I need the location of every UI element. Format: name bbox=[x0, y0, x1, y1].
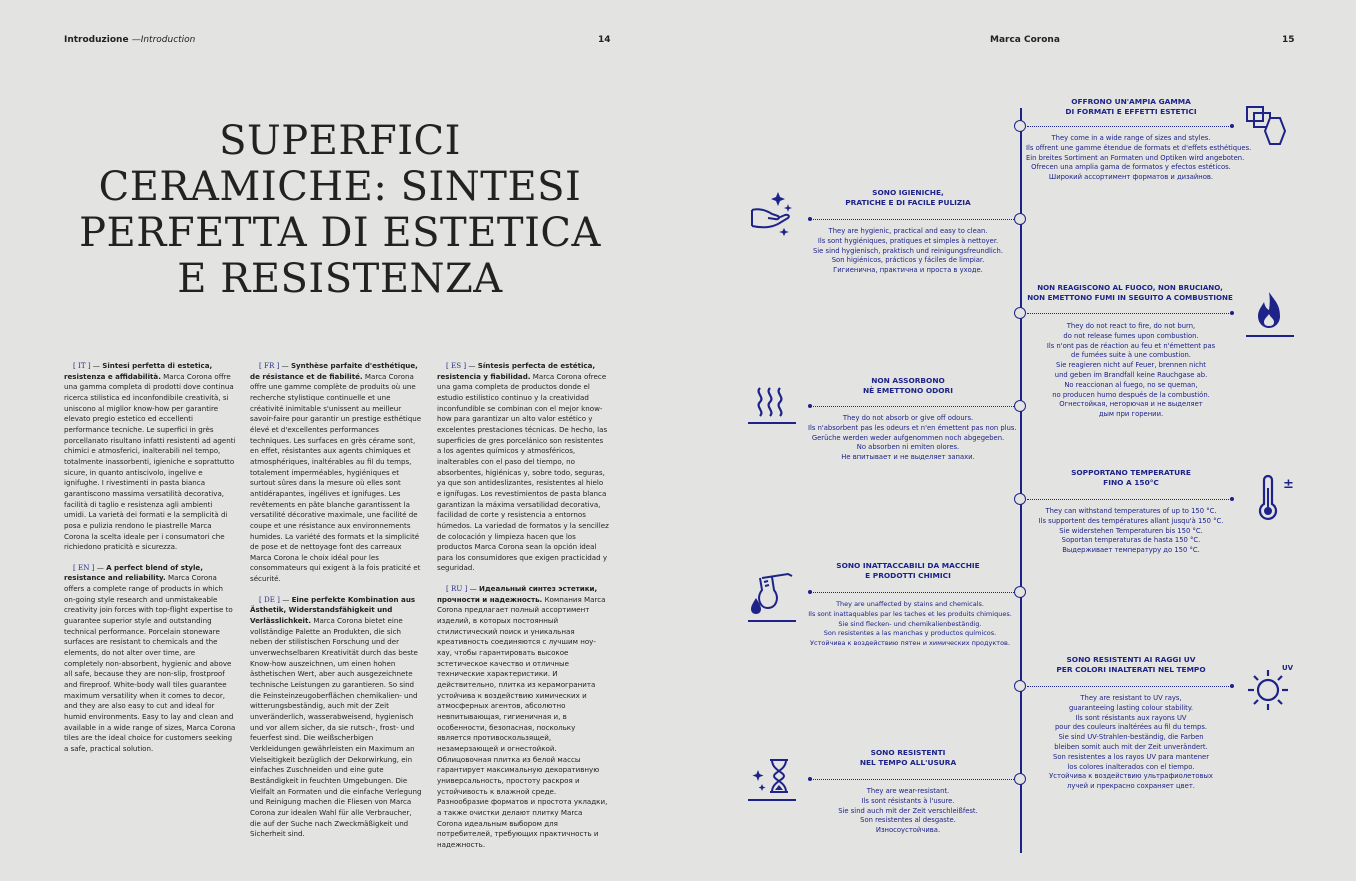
timeline-node bbox=[1014, 586, 1026, 598]
text-column-1 bbox=[64, 361, 236, 755]
feature-title: SONO RESISTENTI NEL TEMPO ALL'USURA bbox=[859, 748, 957, 767]
paragraph-de: [ DE ] — Eine perfekte Kombination aus Ästhetik, Widerstandsfähigkeit und Verlässlichkeit. Marca Corona bietet eine vollständige Palette an Produkten, die sich neben der stilistischen Forschung und der unverwechselbaren Kreativität durch das beste Know-how auszeichnen, um einen hohen ästhetischen Wert, aber auch ausgezeichnete technische Leistungen zu garantieren. So sind die Feinsteinzeugoberflächen chemikalien- und witterungsbeständig, auch mit der Zeit unveränderlich, wasserabweisend, hygienisch und vor allem sicher, da sie rutsch-, frost- und feuerfest sind. Die weißscherbigen Verkleidungen gewährleisten ein Maximum an Vielseitigkeit bezüglich der Dekorwirkung, ein einfaches Zuschneiden und eine gute Beständigkeit in feuchten Umgebungen. Die Vielfalt an Formaten und die einfache Verlegung und Reinigung machen die Fliesen von Marca Corona zur idealen Wahl für alle Verbraucher, die auf der Suche nach Zweckmäßigkeit und Sicherheit sind. bbox=[250, 594, 422, 839]
connector-end bbox=[1230, 311, 1234, 315]
timeline-node bbox=[1014, 680, 1026, 692]
sparkling-hand-icon bbox=[748, 188, 796, 238]
paragraph-en: [ EN ] — A perfect blend of style, resistance and reliability. Marca Corona offers a complete range of products in which on-going style research and unmistakeable creativity join forces with top-flight expertise to guarantee superior style and outstanding technical performance. Porcelain stoneware surfaces are resistant to chemicals and the elements, do not alter over time, are completely non-absorbent, hygienic and above all safe, because they are non-slip, frostproof and fireproof. White-body wall tiles guarantee maximum versatility when it comes to decor, and they are also easy to cut and ideal for humid environments. Easy to lay and clean and available in a wide range of sizes, Marca Corona tiles are the ideal choice for customers seeking a safe, practical solution. bbox=[64, 562, 236, 753]
connector-end bbox=[808, 590, 812, 594]
connector-dotted bbox=[810, 406, 1014, 407]
uv-label: UV bbox=[1282, 664, 1294, 672]
connector-dotted bbox=[1027, 126, 1231, 127]
odor-waves-icon bbox=[748, 382, 796, 428]
paragraph-es: [ ES ] — Síntesis perfecta de estética, resistencia y fiabilidad. Marca Corona ofrece una gama completa de productos donde el estudio estilístico continuo y la creatividad inconfundible se combinan con el mejor know-how para garantizar un alto valor estético y excelentes prestaciones técnicas. De hecho, las superficies de gres porcelánico son resistentes a los agentes químicos y atmosféricos, inalterables con el paso del tiempo, no absorbentes, higiénicas y, sobre todo, seguras, ya que son antideslizantes, resistentes al hielo e ignífugas. Los revestimientos de pasta blanca garantizan la máxima versatilidad decorativa, facilidad de corte y resistencia a entornos húmedos. La variedad de formatos y la sencillez de colocación y limpieza hacen que los productos Marca Corona sean la opción ideal para los consumidores que exigen practicidad y seguridad. bbox=[437, 361, 609, 573]
connector-end bbox=[808, 777, 812, 781]
page-number-right: 15 bbox=[1282, 35, 1295, 45]
connector-dotted bbox=[1027, 686, 1231, 687]
flame-icon bbox=[1246, 290, 1294, 340]
connector-end bbox=[1230, 684, 1234, 688]
page-number-left: 14 bbox=[598, 35, 611, 45]
feature-title: NON REAGISCONO AL FUOCO, NON BRUCIANO, NON EMETTONO FUMI IN SEGUITO A COMBUSTIONE bbox=[1027, 283, 1233, 302]
title-line: E RESISTENZA bbox=[177, 256, 503, 302]
running-header-left: Introduzione —Introduction bbox=[64, 35, 196, 45]
brand-header: Marca Corona bbox=[990, 35, 1060, 45]
connector-end bbox=[808, 217, 812, 221]
hexagons-icon bbox=[1244, 104, 1292, 148]
feature-title: NON ASSORBONO NÈ EMETTONO ODORI bbox=[863, 376, 953, 395]
feature-description: They are hygienic, practical and easy to clean. Ils sont hygiéniques, pratiques et simples à nettoyer. Sie sind hygienisch, praktisch und reinigungsfreundlich. Son higiénicos, prácticos y fáciles de limpiar. Гигиенична, практична и проста в уходе. bbox=[812, 227, 1003, 275]
feature-description: They are wear-resistant. Ils sont résistants à l'usure. Sie sind auch mit der Zeit verschleißfest. Son resistentes al desgaste. Износоустойчива. bbox=[838, 787, 978, 835]
connector-dotted bbox=[810, 779, 1014, 780]
hourglass-icon bbox=[748, 756, 796, 804]
timeline-node bbox=[1014, 493, 1026, 505]
feature-description: They do not react to fire, do not burn, do not release fumes upon combustion. Ils n'ont pas de réaction au feu et n'émettent pas de fumées suite à une combustion. Sie reagieren nicht auf Feuer, brennen nicht und geben im Brandfall keine Rauchgase ab. No reaccionan al fuego, no se queman, no producen humo después de la combustión. Огнестойкая, негорючая и не выделяет дым при горении. bbox=[1046, 322, 1216, 419]
feature-description: They are resistant to UV rays, guaranteeing lasting colour stability. Ils sont résistants aux rayons UV pour des couleurs inaltérées au fil du temps. Sie sind UV-Strahlen-beständig, die Farben bleiben somit auch mit der Zeit unverändert. Son resistentes a los rayos UV para mantener los colores inalterados con el tiempo. Устойчива к воздействию ультрафиолетовых лучей и прекрасно сохраняет цвет. bbox=[1049, 694, 1213, 791]
timeline-node bbox=[1014, 120, 1026, 132]
page-title bbox=[60, 118, 620, 302]
feature-description: They are unaffected by stains and chemicals. Ils sont inattaquables par les taches et les produits chimiques. Sie sind flecken- und chemikalienbeständig. Son resistentes a las manchas y productos químicos. Устойчива к воздействию пятен и химических продуктов. bbox=[808, 600, 1012, 648]
section-subtitle: Introduction bbox=[140, 35, 196, 45]
timeline-node bbox=[1014, 400, 1026, 412]
feature-title: SONO IGIENICHE, PRATICHE E DI FACILE PULIZIA bbox=[845, 188, 971, 207]
timeline-node bbox=[1014, 773, 1026, 785]
connector-dotted bbox=[810, 219, 1014, 220]
timeline-node bbox=[1014, 213, 1026, 225]
text-column-3 bbox=[437, 361, 609, 851]
feature-description: They can withstand temperatures of up to 150 °C. Ils supportent des températures allant jusqu'à 150 °C. Sie widerstehen Temperaturen bis 150 °C. Soportan temperaturas de hasta 150 °C. Выдерживает температуру до 150 °C. bbox=[1038, 507, 1224, 555]
connector-end bbox=[1230, 124, 1234, 128]
paragraph-fr: [ FR ] — Synthèse parfaite d'esthétique, de résistance et de fiabilité. Marca Corona offre une gamme complète de produits où une recherche stylistique continuelle et une créativité inimitable s'unissent au meilleur savoir-faire pour garantir un prestige esthétique élevé et d'excellentes performances techniques. Les surfaces en grès cérame sont, en effet, résistantes aux agents chimiques et atmosphériques, inaltérables au fil du temps, totalement imperméables, hygiéniques et surtout sûres dans la mesure où elles sont antidérapantes, ingélives et ignifuges. Les revêtements en pâte blanche garantissent la versatilité décorative maximale, une facilité de coupe et une résistance aux environnements humides. La variété des formats et la simplicité de pose et de nettoyage font des carreaux Marca Corona le choix idéal pour les consommateurs qui exigent à la fois praticité et sécurité. bbox=[250, 361, 422, 584]
thermo-label: ± bbox=[1283, 477, 1294, 492]
title-line: PERFETTA DI ESTETICA bbox=[79, 210, 601, 256]
section-title: Introduzione bbox=[64, 35, 129, 45]
connector-dotted bbox=[1027, 313, 1231, 314]
connector-end bbox=[1230, 497, 1234, 501]
feature-description: They come in a wide range of sizes and styles. Ils offrent une gamme étendue de formats et d'effets esthétiques. Ein breites Sortiment an Formaten und Optiken wird angeboten. Ofrecen una amplia gama de formatos y efectos estéticos. Широкий ассортимент форматов и дизайнов. bbox=[1026, 134, 1252, 182]
title-line: SUPERFICI bbox=[219, 118, 461, 164]
chemical-beaker-icon bbox=[748, 568, 796, 624]
feature-title: SONO RESISTENTI AI RAGGI UV PER COLORI INALTERATI NEL TEMPO bbox=[1056, 655, 1206, 674]
title-line: CERAMICHE: SINTESI bbox=[98, 164, 582, 210]
feature-title: SOPPORTANO TEMPERATURE FINO A 150°C bbox=[1071, 468, 1191, 487]
uv-sun-icon bbox=[1244, 662, 1296, 712]
paragraph-it: [ IT ] — Sintesi perfetta di estetica, resistenza e affidabilità. Marca Corona offre una gamma completa di prodotti dove continua ricerca stilistica ed inconfondibile creatività, si uniscono al miglior know-how per garantire elevato pregio estetico ed eccellenti performance tecniche. Le superfici in grès porcellanato risultano infatti resistenti ad agenti chimici e atmosferici, inalterabili nel tempo, totalmente inassorbenti, igieniche e soprattutto sicure, in quanto antiscivolo, ingelive e ignifughe. I rivestimenti in pasta bianca garantiscono massima versatilità decorativa, facilità di taglio e resistenza agli ambienti umidi. La varietà dei formati e la semplicità di posa e pulizia rendono le piastrelle Marca Corona la scelta ideale per i consumatori che richiedono praticità e sicurezza. bbox=[64, 361, 236, 552]
connector-dotted bbox=[1027, 499, 1231, 500]
thermometer-icon bbox=[1254, 474, 1294, 524]
feature-description: They do not absorb or give off odours. Ils n'absorbent pas les odeurs et n'en émettent pas non plus. Gerüche werden weder aufgenommen noch abgegeben. No absorben ni emiten olores. Не впитывает и не выделяет запахи. bbox=[808, 414, 1017, 462]
text-column-2 bbox=[250, 361, 422, 840]
connector-end bbox=[808, 404, 812, 408]
timeline-node bbox=[1014, 307, 1026, 319]
connector-dotted bbox=[810, 592, 1014, 593]
paragraph-ru: [ RU ] — Идеальный синтез эстетики, прочности и надежность. Компания Marca Corona предлагает полный ассортимент изделий, в которых постоянный стилистический поиск и уникальная креативность соединяются с лучшим ноу-хау, чтобы гарантировать высокое эстетическое качество и отличные технические характеристики. И действительно, плитка из керамогранита устойчива к воздействию химических и атмосферных агентов, абсолютно невпитывающая, гигиеничная и, в особенности, безопасная, поскольку является противоскользящей, незамерзающей и огнестойкой. Облицовочная плитка из белой массы гарантирует максимальную декоративную универсальность, простоту раскроя и устойчивость к влажной среде. Разнообразие форматов и простота укладки, а также очистки делают плитку Marca Corona идеальным выбором для потребителей, требующих практичность и надежность. bbox=[437, 584, 608, 849]
feature-title: OFFRONO UN'AMPIA GAMMA DI FORMATI E EFFETTI ESTETICI bbox=[1065, 97, 1197, 116]
feature-title: SONO INATTACCABILI DA MACCHIE E PRODOTTI CHIMICI bbox=[836, 561, 980, 580]
